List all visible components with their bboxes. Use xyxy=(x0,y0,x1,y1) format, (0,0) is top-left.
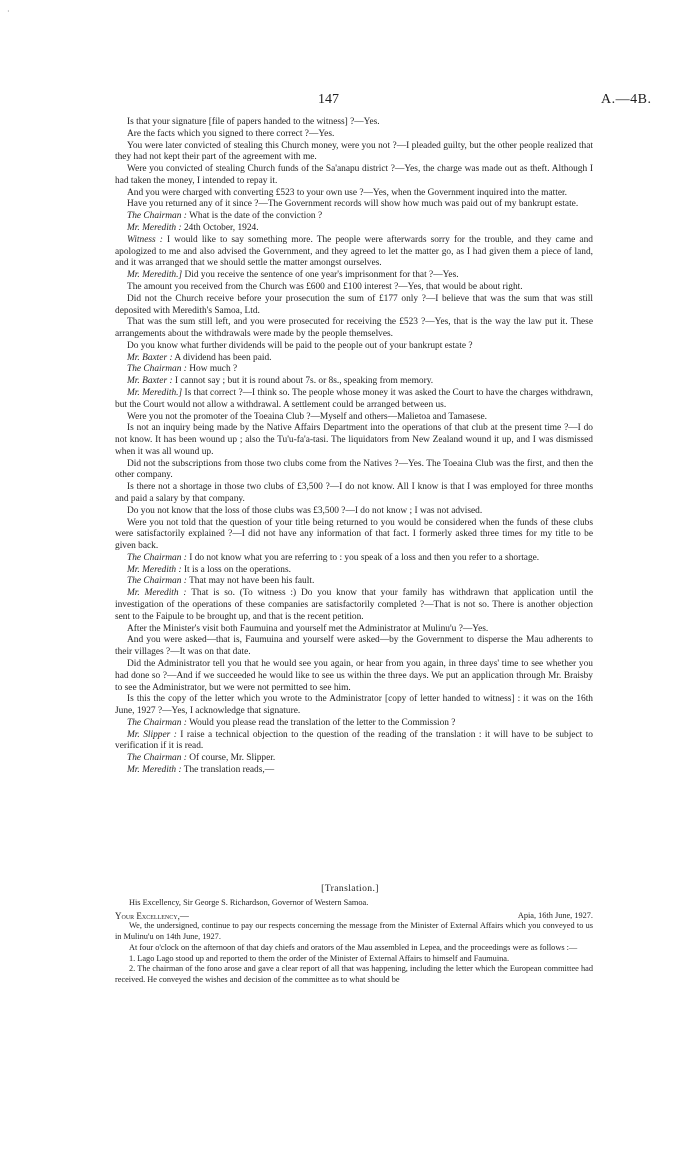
testimony-paragraph xyxy=(115,129,593,141)
speaker-label: Mr. Meredith.] xyxy=(127,387,183,398)
testimony-paragraph xyxy=(115,659,593,694)
page-number: 147 xyxy=(318,92,339,107)
testimony-text: Is that correct ?—I think so. The people whose money it was asked the Court to have the charges withdrawn, but the Court would not allow a withdrawal. A settlement could be arranged between us. xyxy=(115,387,593,410)
speaker-label: The Chairman : xyxy=(127,717,187,728)
speaker-label: The Chairman : xyxy=(127,552,187,563)
testimony-text: The translation reads,— xyxy=(181,764,275,775)
testimony-paragraph xyxy=(115,588,593,623)
letter-salutation: Your Excellency,— xyxy=(115,910,189,921)
testimony-text: Is there not a shortage in those two clubs of £3,500 ?—I do not know. All I know is that I was employed for three months and paid a salary by that company. xyxy=(115,482,593,504)
speaker-label: The Chairman : xyxy=(127,753,187,764)
testimony-paragraph xyxy=(115,459,593,483)
testimony-paragraph xyxy=(115,141,593,165)
testimony-paragraph xyxy=(115,565,593,577)
testimony-text: That may not have been his fault. xyxy=(186,576,315,587)
letter-paragraph: 2. The chairman of the fono arose and gave a clear report of all that was happening, including the letter which the European committee had received. He conveyed the wishes and decision of the committee as to what should be xyxy=(115,964,593,984)
letter-place-date: Apia, 16th June, 1927. xyxy=(517,910,593,920)
margin-mark: · xyxy=(7,7,10,16)
testimony-text: Do you know what further dividends will be paid to the people out of your bankrupt estate ? xyxy=(127,340,473,351)
translation-letter xyxy=(115,898,593,986)
testimony-paragraph xyxy=(115,506,593,518)
testimony-paragraph xyxy=(115,211,593,223)
testimony-text: A dividend has been paid. xyxy=(172,352,272,363)
testimony-text: And you were charged with converting £523 to your own use ?—Yes, when the Government inquired into the matter. xyxy=(127,187,567,198)
testimony-text: After the Minister's visit both Faumuina and yourself met the Administrator at Mulinu'u ?—Yes. xyxy=(127,623,489,634)
speaker-label: Mr. Meredith : xyxy=(127,223,182,234)
speaker-label: Mr. Meredith.] xyxy=(127,270,183,281)
testimony-text: I do not know what you are referring to : you speak of a loss and then you refer to a shortage. xyxy=(186,552,540,563)
testimony-text: Do you not know that the loss of those clubs was £3,500 ?—I do not know ; I was not advised. xyxy=(127,505,483,516)
testimony-paragraph xyxy=(115,730,593,754)
testimony-text: Are the facts which you signed to there correct ?—Yes. xyxy=(127,128,335,139)
testimony-text: Is this the copy of the letter which you wrote to the Administrator [copy of letter handed to witness] : it was on the 16th June, 1927 ?—Yes, I acknowledge that signature. xyxy=(115,694,593,717)
testimony-text: Did not the subscriptions from those two clubs come from the Natives ?—Yes. The Toeaina Club was the first, and then the other company. xyxy=(115,458,593,481)
testimony-text: The amount you received from the Church was £600 and £100 interest ?—Yes, that would be about right. xyxy=(127,281,523,292)
letter-paragraph: We, the undersigned, continue to pay our respects concerning the message from the Minister of External Affairs which you conveyed to us in Mulinu'u on 14th June, 1927. xyxy=(115,921,593,942)
testimony-paragraph xyxy=(115,412,593,424)
testimony-text: How much ? xyxy=(186,364,238,375)
testimony-text: Of course, Mr. Slipper. xyxy=(186,753,276,764)
testimony-text: Did the Administrator tell you that he would see you again, or hear from you again, in three days' time to see whether you had done so ?—And if we succeeded he would like to see us within the three days. We put an application through Mr. Braisby to see the Administrator, but we were not permitted to see him. xyxy=(115,658,593,693)
testimony-paragraph xyxy=(115,364,593,376)
testimony-paragraph xyxy=(115,576,593,588)
speaker-label: Mr. Meredith : xyxy=(127,764,182,775)
testimony-paragraph xyxy=(115,765,593,777)
testimony-paragraph xyxy=(115,117,593,129)
speaker-label: The Chairman : xyxy=(127,364,187,375)
testimony-text: Were you convicted of stealing Church funds of the Sa'anapu district ?—Yes, the charge was made out as theft. Although I had taken the money, I intended to repay it. xyxy=(115,164,593,186)
letter-addressee: His Excellency, Sir George S. Richardson, Governor of Western Samoa. xyxy=(129,898,369,907)
testimony-paragraph xyxy=(115,188,593,200)
testimony-text: What is the date of the conviction ? xyxy=(186,211,323,222)
testimony-paragraph xyxy=(115,199,593,211)
testimony-paragraph xyxy=(115,482,593,506)
testimony-text: I raise a technical objection to the question of the reading of the translation : it will have to be subject to verification if it is read. xyxy=(115,729,593,752)
testimony-paragraph xyxy=(115,376,593,388)
testimony-paragraph xyxy=(115,353,593,365)
testimony-paragraph xyxy=(115,294,593,318)
testimony-paragraph xyxy=(115,423,593,458)
speaker-label: Mr. Meredith : xyxy=(127,564,182,575)
document-reference: A.—4B. xyxy=(601,92,652,107)
testimony-paragraph xyxy=(115,624,593,636)
testimony-paragraph xyxy=(115,388,593,412)
testimony-text: Did not the Church receive before your prosecution the sum of £177 only ?—I believe that was the sum that was still deposited with Meredith's Samoa, Ltd. xyxy=(115,293,593,316)
testimony-text: That was the sum still left, and you were prosecuted for receiving the £523 ?—Yes, that is the way the law put it. These arrangements about the withdrawals were made by the people themselves. xyxy=(115,317,593,340)
speaker-label: Mr. Meredith : xyxy=(127,588,187,599)
letter-paragraph: 1. Lago Lago stood up and reported to them the order of the Minister of External Affairs to himself and Faumuina. xyxy=(129,953,510,963)
testimony-text: Is not an inquiry being made by the Native Affairs Department into the operations of that club at the present time ?—I do not know. It has been wound up ; also the Tu'u-fa'a-tasi. The liquidators from New Zealand wound it up, and I was dismissed when it was all wound up. xyxy=(115,423,593,457)
speaker-label: Mr. Baxter : xyxy=(127,352,173,363)
testimony-paragraph xyxy=(115,282,593,294)
testimony-text: Were you not the promoter of the Toeaina Club ?—Myself and others—Malietoa and Tamasese. xyxy=(127,411,487,422)
testimony-paragraph xyxy=(115,518,593,553)
letter-paragraph: At four o'clock on the afternoon of that day chiefs and orators of the Mau assembled in Lepea, and the proceedings were as follows :— xyxy=(129,942,578,952)
translation-heading: [Translation.] xyxy=(321,883,379,894)
speaker-label: Mr. Baxter : xyxy=(127,376,173,387)
testimony-paragraph xyxy=(115,317,593,341)
testimony-paragraph xyxy=(115,235,593,270)
testimony-text: 24th October, 1924. xyxy=(181,223,259,234)
testimony-paragraph xyxy=(115,694,593,718)
testimony-text: I cannot say ; but it is round about 7s. or 8s., speaking from memory. xyxy=(172,376,434,387)
testimony-text: Did you receive the sentence of one year's imprisonment for that ?—Yes. xyxy=(182,270,459,281)
speaker-label: Mr. Slipper : xyxy=(127,729,177,740)
speaker-label: The Chairman : xyxy=(127,576,187,587)
testimony-text: Would you please read the translation of the letter to the Commission ? xyxy=(186,717,456,728)
testimony-text: It is a loss on the operations. xyxy=(181,564,291,575)
testimony-paragraph xyxy=(115,341,593,353)
testimony-text: You were later convicted of stealing this Church money, were you not ?—I pleaded guilty, but the other people realized that they had not kept their part of the agreement with me. xyxy=(115,140,593,163)
letter-salutation-row xyxy=(115,911,593,922)
testimony-paragraph xyxy=(115,553,593,565)
speaker-label: Witness : xyxy=(127,234,163,245)
testimony-text: And you were asked—that is, Faumuina and yourself were asked—by the Government to disperse the Mau adherents to their villages ?—It was on that date. xyxy=(115,635,593,658)
testimony-paragraph xyxy=(115,164,593,188)
testimony-text: Have you returned any of it since ?—The Government records will show how much was paid out of my bankrupt estate. xyxy=(127,199,579,210)
testimony-text: Is that your signature [file of papers handed to the witness] ?—Yes. xyxy=(127,117,380,127)
testimony-text: Were you not told that the question of your title being returned to you would be considered when the funds of these clubs were satisfactorily explained ?—I did not have any information of that fact. I formerly asked three times for my title to be given back. xyxy=(115,517,593,552)
testimony-text: I would like to say something more. The people were afterwards sorry for the trouble, and they came and apologized to me and also advised the Government, and they agreed to let the matter go, as I had given them a piece of land, and it was arranged that we should settle the matter amongst ourselves. xyxy=(115,234,593,269)
testimony-paragraph xyxy=(115,718,593,730)
testimony-paragraph xyxy=(115,270,593,282)
testimony-text: That is so. (To witness :) Do you know that your family has withdrawn that application until the investigation of the operations of these companies are satisfactorily completed ?—That is not so. There is another objection sent to the Faipule to be brought up, and that is the recent petition. xyxy=(115,588,593,622)
testimony-paragraph xyxy=(115,635,593,659)
speaker-label: The Chairman : xyxy=(127,211,187,222)
testimony-body xyxy=(115,117,593,777)
testimony-paragraph xyxy=(115,223,593,235)
testimony-paragraph xyxy=(115,753,593,765)
